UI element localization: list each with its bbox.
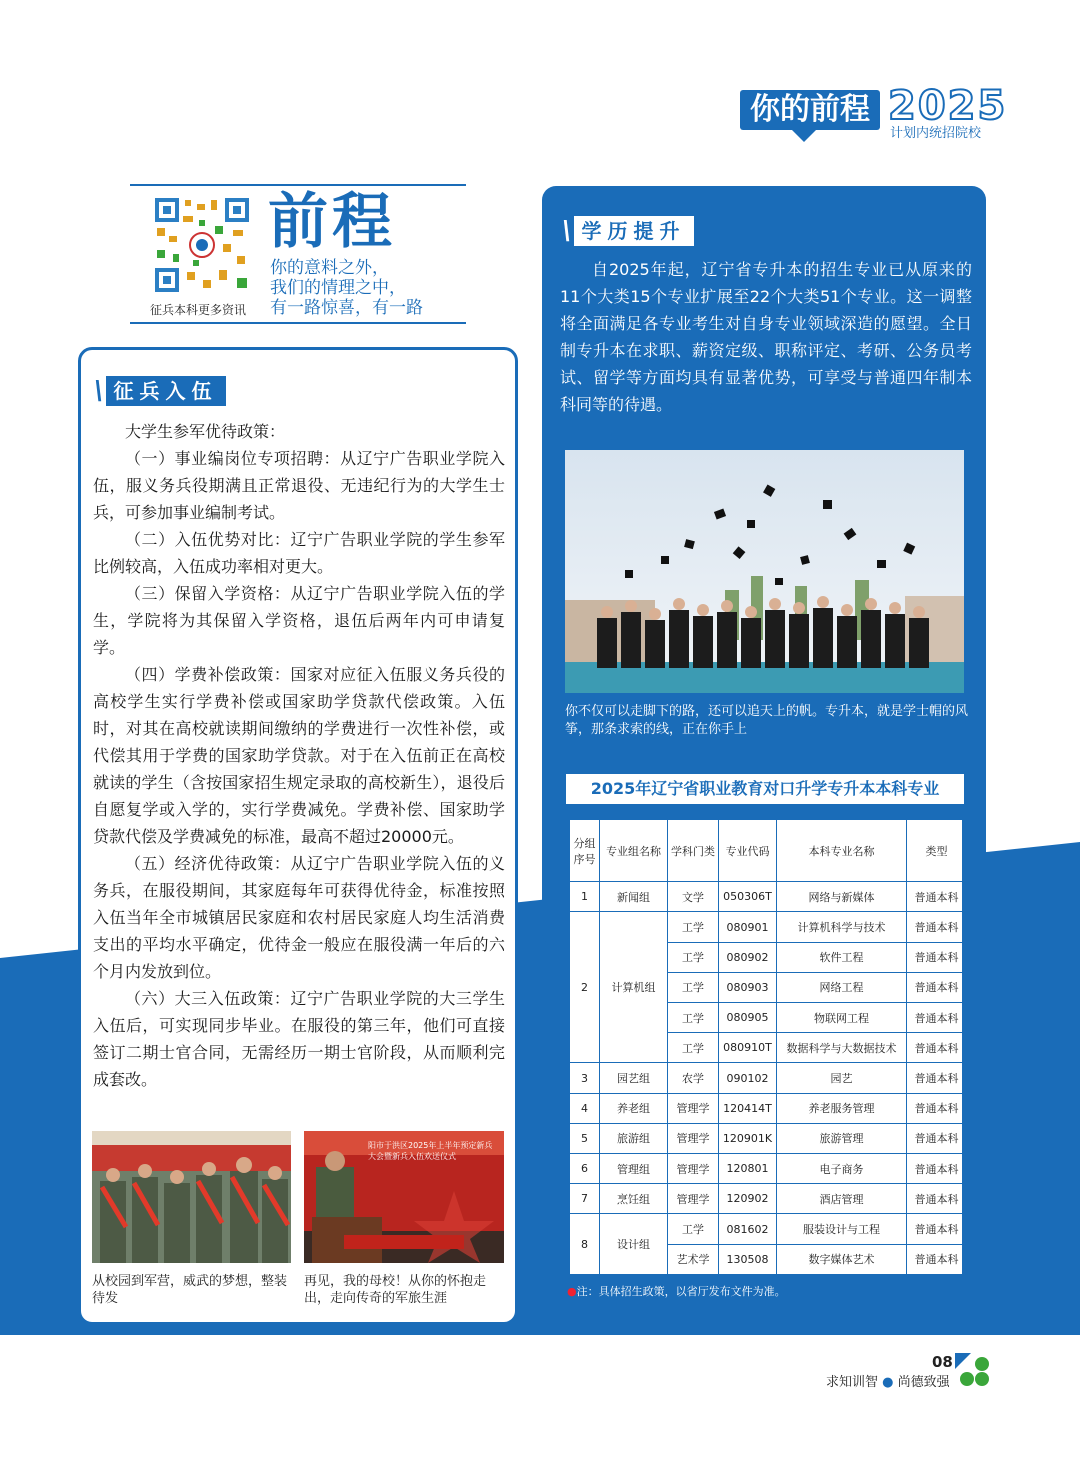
logo-icon bbox=[955, 1353, 991, 1387]
note-bullet-icon: ● bbox=[567, 1285, 577, 1298]
major-code-cell: 090102 bbox=[719, 1063, 777, 1093]
group-name-cell: 管理组 bbox=[600, 1154, 668, 1184]
qr-code-icon[interactable] bbox=[153, 196, 251, 294]
ceremony-photo-caption: 再见，我的母校！从你的怀抱走出，走向传奇的军旅生涯 bbox=[304, 1274, 487, 1306]
qr-caption: 征兵本科更多资讯 bbox=[150, 303, 247, 317]
table-row bbox=[570, 1093, 967, 1123]
military-paragraph-5: （五）经济优待政策：从辽宁广告职业学院入伍的义务兵，在服役期间，其家庭每年可获得优待金，标准按照入伍当年全市城镇居民家庭和农村居民家庭人均生活消费支出的平均水平确定，优待金一般应在服役满一年后的六个月内发放到位。 bbox=[93, 854, 505, 981]
major-name-cell: 软件工程 bbox=[777, 942, 907, 972]
group-number-cell: 7 bbox=[570, 1184, 600, 1214]
group-name-cell: 设计组 bbox=[600, 1214, 668, 1275]
military-section-header bbox=[94, 376, 226, 406]
promo-line-2: 我们的情理之中， bbox=[270, 278, 406, 298]
header-cell: 类型 bbox=[907, 820, 967, 882]
education-paragraph: 自2025年起，辽宁省专升本的招生专业已从原来的11个大类15个专业扩展至22个大类51个专业。这一调整将全面满足各专业考生对自身专业领域深造的愿望。全日制专升本在求职、薪资定级、职称评定、考研、公务员考试、留学等方面均具有显著优势，可享受与普通四年制本科同等的待遇。 bbox=[560, 260, 972, 414]
major-name-cell: 数字媒体艺术 bbox=[777, 1244, 907, 1274]
discipline-cell: 管理学 bbox=[668, 1154, 719, 1184]
major-name-cell: 物联网工程 bbox=[777, 1003, 907, 1033]
table-row bbox=[570, 1214, 967, 1244]
type-cell: 普通本科 bbox=[907, 942, 967, 972]
discipline-cell: 工学 bbox=[668, 1003, 719, 1033]
promo-top-line bbox=[130, 184, 466, 186]
education-body bbox=[560, 256, 972, 418]
discipline-cell: 文学 bbox=[668, 882, 719, 912]
graduation-photo bbox=[565, 450, 964, 693]
education-section-title: 学历提升 bbox=[574, 216, 694, 246]
type-cell: 普通本科 bbox=[907, 882, 967, 912]
military-section-title: 征兵入伍 bbox=[106, 376, 226, 406]
major-code-cell: 120901K bbox=[719, 1123, 777, 1153]
major-code-cell: 081602 bbox=[719, 1214, 777, 1244]
table-row bbox=[570, 1154, 967, 1184]
header-title: 你的前程 bbox=[740, 90, 880, 130]
slogan-right: 尚德致强 bbox=[897, 1375, 950, 1390]
group-number-cell: 1 bbox=[570, 882, 600, 912]
table-note-text: 注：具体招生政策，以省厅发布文件为准。 bbox=[576, 1285, 786, 1298]
major-name-cell: 旅游管理 bbox=[777, 1123, 907, 1153]
type-cell: 普通本科 bbox=[907, 1154, 967, 1184]
major-code-cell: 080905 bbox=[719, 1003, 777, 1033]
header-cell: 专业组名称 bbox=[600, 820, 668, 882]
major-code-cell: 120414T bbox=[719, 1093, 777, 1123]
major-name-cell: 酒店管理 bbox=[777, 1184, 907, 1214]
header-subtitle: 计划内统招院校 bbox=[890, 126, 982, 141]
major-name-cell: 养老服务管理 bbox=[777, 1093, 907, 1123]
header-cell: 学科门类 bbox=[668, 820, 719, 882]
major-code-cell: 080901 bbox=[719, 912, 777, 942]
group-number-cell: 8 bbox=[570, 1214, 600, 1275]
discipline-cell: 艺术学 bbox=[668, 1244, 719, 1274]
type-cell: 普通本科 bbox=[907, 1033, 967, 1063]
major-code-cell: 120902 bbox=[719, 1184, 777, 1214]
section-slash-icon: \ bbox=[94, 376, 104, 406]
promo-text bbox=[270, 258, 423, 318]
discipline-cell: 管理学 bbox=[668, 1184, 719, 1214]
major-name-cell: 计算机科学与技术 bbox=[777, 912, 907, 942]
ceremony-banner-text: 阳市于洪区2025年上半年预定新兵大会暨新兵入伍欢送仪式 bbox=[368, 1141, 493, 1161]
discipline-cell: 工学 bbox=[668, 972, 719, 1002]
type-cell: 普通本科 bbox=[907, 1244, 967, 1274]
major-name-cell: 园艺 bbox=[777, 1063, 907, 1093]
type-cell: 普通本科 bbox=[907, 1214, 967, 1244]
discipline-cell: 工学 bbox=[668, 942, 719, 972]
table-note bbox=[567, 1283, 786, 1299]
group-name-cell: 烹饪组 bbox=[600, 1184, 668, 1214]
discipline-cell: 工学 bbox=[668, 1033, 719, 1063]
header-cell: 本科专业名称 bbox=[777, 820, 907, 882]
major-name-cell: 服装设计与工程 bbox=[777, 1214, 907, 1244]
header-cell: 分组序号 bbox=[570, 820, 600, 882]
group-number-cell: 2 bbox=[570, 912, 600, 1063]
military-paragraph-1: （一）事业编岗位专项招聘：从辽宁广告职业学院入伍，服义务兵役期满且正常退役、无违纪行为的大学生士兵，可参加事业编制考试。 bbox=[93, 449, 505, 522]
footer-slogan bbox=[826, 1371, 950, 1390]
major-code-cell: 080903 bbox=[719, 972, 777, 1002]
type-cell: 普通本科 bbox=[907, 1063, 967, 1093]
graduation-photo-caption: 你不仅可以走脚下的路，还可以追天上的帆。专升本，就是学士帽的风筝，那条求索的线，正在你手上 bbox=[565, 704, 969, 737]
promo-bottom-line bbox=[130, 322, 466, 324]
military-intro: 大学生参军优待政策： bbox=[125, 422, 286, 441]
type-cell: 普通本科 bbox=[907, 1123, 967, 1153]
group-number-cell: 3 bbox=[570, 1063, 600, 1093]
section-slash-icon: \ bbox=[562, 216, 572, 246]
major-code-cell: 130508 bbox=[719, 1244, 777, 1274]
major-name-cell: 电子商务 bbox=[777, 1154, 907, 1184]
major-name-cell: 数据科学与大数据技术 bbox=[777, 1033, 907, 1063]
discipline-cell: 农学 bbox=[668, 1063, 719, 1093]
table-row bbox=[570, 882, 967, 912]
group-number-cell: 4 bbox=[570, 1093, 600, 1123]
discipline-cell: 管理学 bbox=[668, 1093, 719, 1123]
group-name-cell: 计算机组 bbox=[600, 912, 668, 1063]
type-cell: 普通本科 bbox=[907, 1184, 967, 1214]
education-section-header bbox=[562, 216, 694, 246]
soldiers-photo-caption: 从校园到军营，威武的梦想，整装待发 bbox=[92, 1274, 288, 1306]
military-paragraph-6: （六）大三入伍政策：辽宁广告职业学院的大三学生入伍后，可实现同步毕业。在服役的第三年，他们可直接签订二期士官合同，无需经历一期士官阶段，从而顺利完成套改。 bbox=[93, 989, 505, 1089]
promo-line-1: 你的意料之外， bbox=[270, 258, 389, 278]
soldiers-photo bbox=[92, 1131, 291, 1263]
major-code-cell: 080902 bbox=[719, 942, 777, 972]
majors-table bbox=[567, 817, 964, 1277]
header-year: 2025 bbox=[888, 83, 1008, 129]
table-header-row bbox=[570, 820, 967, 882]
table-row bbox=[570, 1063, 967, 1093]
type-cell: 普通本科 bbox=[907, 972, 967, 1002]
slogan-left: 求知训智 bbox=[826, 1375, 879, 1390]
type-cell: 普通本科 bbox=[907, 912, 967, 942]
table-title: 2025年辽宁省职业教育对口升学专升本本科专业 bbox=[566, 774, 964, 804]
group-name-cell: 新闻组 bbox=[600, 882, 668, 912]
header-cell: 专业代码 bbox=[719, 820, 777, 882]
major-code-cell: 050306T bbox=[719, 882, 777, 912]
major-code-cell: 120801 bbox=[719, 1154, 777, 1184]
military-paragraph-4: （四）学费补偿政策：国家对应征入伍服义务兵役的高校学生实行学费补偿或国家助学贷款代偿政策。入伍时，对其在高校就读期间缴纳的学费进行一次性补偿，或代偿其用于学费的国家助学贷款。对于在入伍前正在高校就读的学生（含按国家招生规定录取的高校新生），退役后自愿复学或入学的，实行学费减免。学费补偿、国家助学贷款代偿及学费减免的标准，最高不超过20000元。 bbox=[93, 665, 505, 846]
group-number-cell: 6 bbox=[570, 1154, 600, 1184]
table-row bbox=[570, 1184, 967, 1214]
discipline-cell: 工学 bbox=[668, 912, 719, 942]
military-paragraph-3: （三）保留入学资格：从辽宁广告职业学院入伍的学生，学院将为其保留入学资格，退伍后两年内可申请复学。 bbox=[93, 584, 505, 657]
major-name-cell: 网络工程 bbox=[777, 972, 907, 1002]
page-number: 08 bbox=[932, 1353, 953, 1371]
table-row bbox=[570, 1123, 967, 1153]
slogan-dot-icon: ● bbox=[878, 1375, 898, 1390]
group-name-cell: 旅游组 bbox=[600, 1123, 668, 1153]
major-code-cell: 080910T bbox=[719, 1033, 777, 1063]
group-name-cell: 养老组 bbox=[600, 1093, 668, 1123]
discipline-cell: 工学 bbox=[668, 1214, 719, 1244]
discipline-cell: 管理学 bbox=[668, 1123, 719, 1153]
promo-big-title: 前程 bbox=[268, 187, 396, 257]
group-number-cell: 5 bbox=[570, 1123, 600, 1153]
table-row bbox=[570, 912, 967, 942]
major-name-cell: 网络与新媒体 bbox=[777, 882, 907, 912]
header-title-tail bbox=[790, 128, 818, 142]
type-cell: 普通本科 bbox=[907, 1003, 967, 1033]
military-paragraph-2: （二）入伍优势对比：辽宁广告职业学院的学生参军比例较高，入伍成功率相对更大。 bbox=[93, 530, 505, 576]
type-cell: 普通本科 bbox=[907, 1093, 967, 1123]
military-body bbox=[93, 418, 505, 1093]
promo-line-3: 有一路惊喜，有一路 bbox=[270, 298, 423, 318]
majors-table-grid bbox=[569, 819, 967, 1275]
group-name-cell: 园艺组 bbox=[600, 1063, 668, 1093]
